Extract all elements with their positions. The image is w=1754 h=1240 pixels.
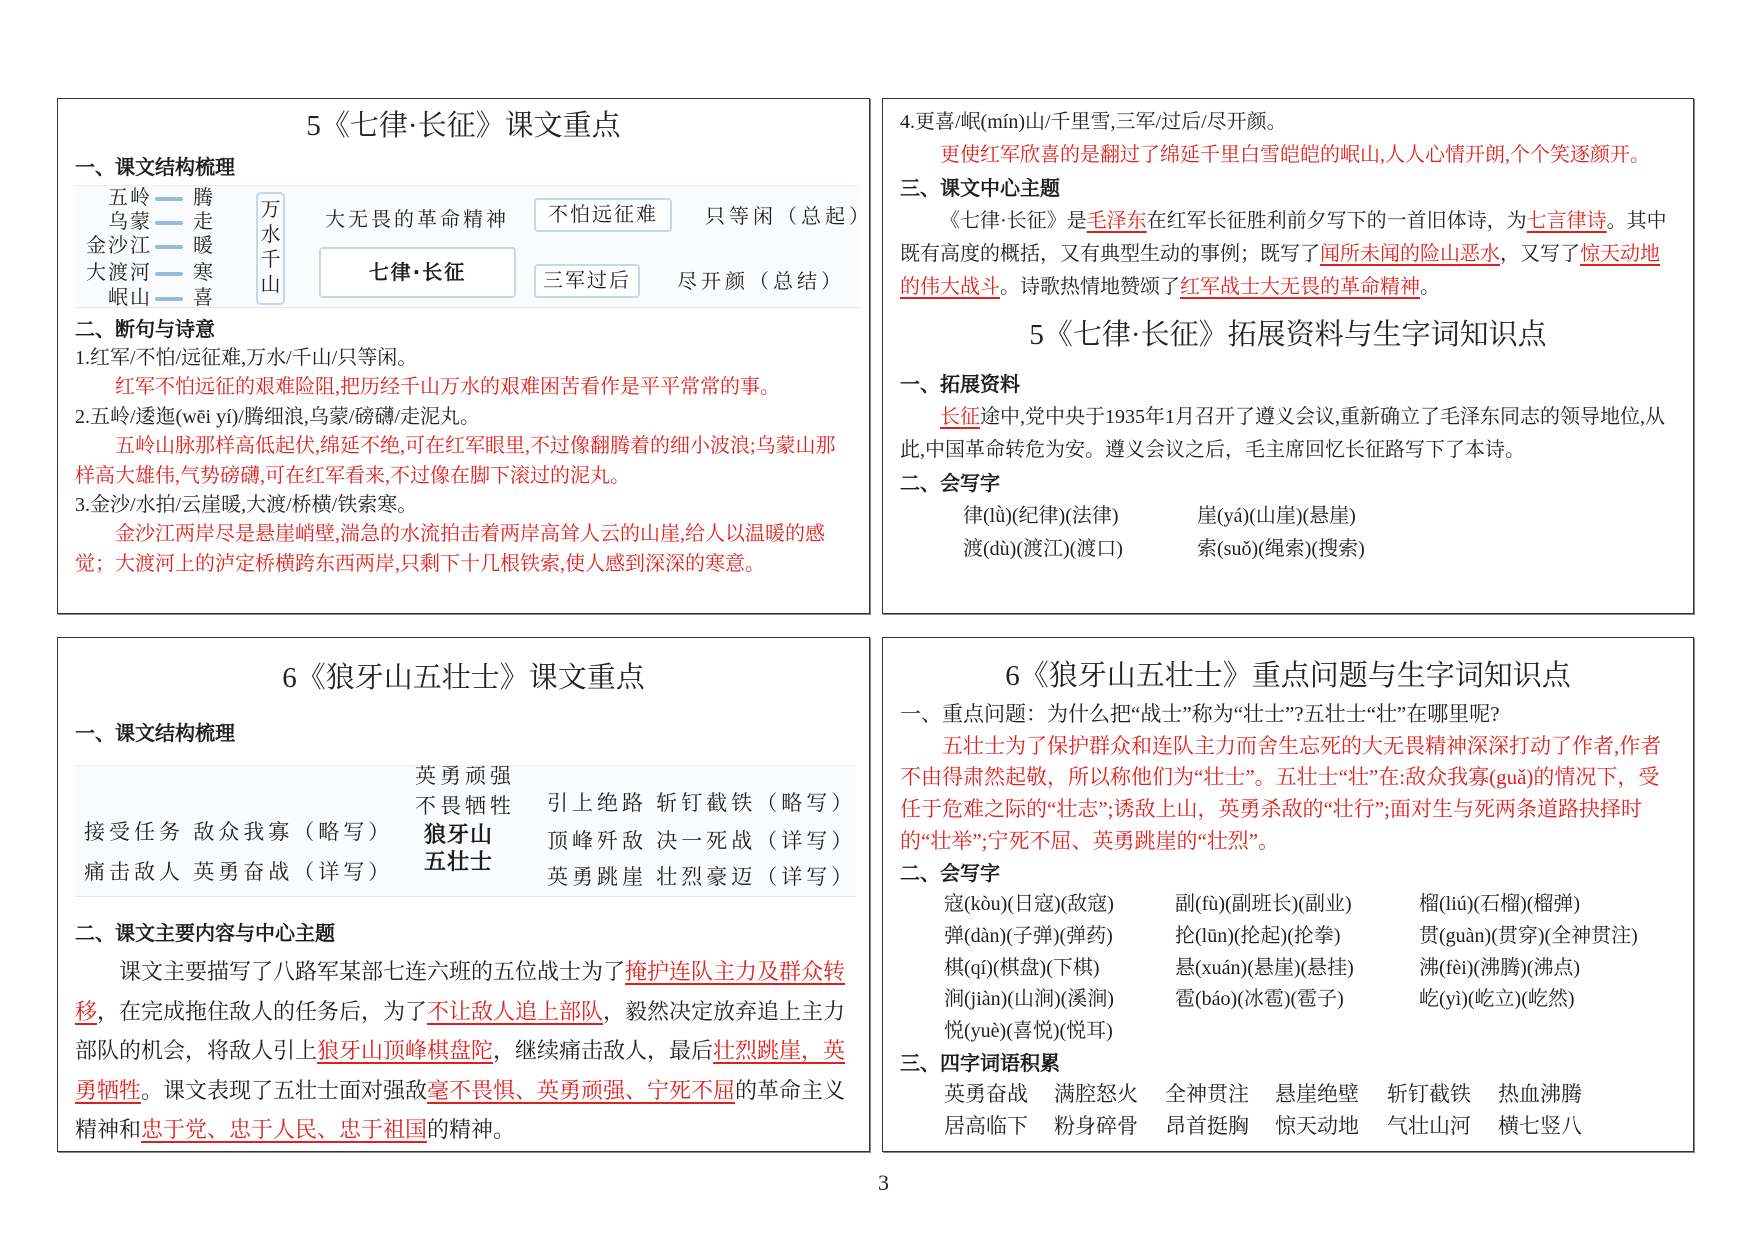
text: ，继续痛击敌人，最后 [493,1038,714,1064]
panel-title: 6《狼牙山五壮士》重点问题与生字词知识点 [1005,660,1571,692]
lesson6-questions-vocab-panel [882,637,1694,1152]
diagram-place: 大渡河 [86,262,152,284]
section-heading: 三、四字词语积累 [900,1050,1060,1075]
idiom: 惊天动地 [1275,1114,1359,1139]
idiom: 英勇奋战 [944,1082,1028,1107]
vocab-item: 律(lǜ)(纪律)(法律) [963,505,1119,527]
vertical-char: 千 [260,249,281,271]
section-heading: 一、课文结构梳理 [75,721,235,745]
diagram-note-1: 只等闲（总起） [705,206,873,228]
section-heading: 三、课文中心主题 [900,176,1060,200]
diagram-center-box: 七律·长征 [319,247,516,298]
diagram-item: 英勇跳崖 壮烈豪迈（详写） [547,865,857,889]
connector-line [155,245,183,249]
connector-line [155,221,183,225]
text: 。 [1420,276,1440,298]
text: 。其中既有高度的概括，又有典型生动的事例；既写了 [900,210,1667,265]
poem-line: 1.红军/不怕/远征难,万水/千山/只等闲。 [75,347,418,369]
diagram-item: 英勇顽强 [415,764,515,788]
idiom: 气壮山河 [1387,1114,1471,1139]
section-heading: 二、会写字 [900,860,1000,885]
diagram-place: 五岭 [108,187,152,209]
diagram-spirit: 大无畏的革命精神 [325,209,509,231]
vocab-item: 屹(yì)(屹立)(屹然) [1419,988,1575,1011]
connector-line [155,272,183,276]
idiom: 居高临下 [944,1114,1028,1139]
vocab-item: 雹(báo)(冰雹)(雹子) [1175,988,1344,1011]
connector-line [155,297,183,301]
vocab-item: 索(suǒ)(绳索)(搜索) [1197,538,1365,560]
vocab-item: 涧(jiàn)(山涧)(溪涧) [944,988,1114,1011]
key-phrase: 狼牙山顶峰棋盘陀 [317,1038,494,1064]
key-phrase: 七言律诗 [1526,210,1607,232]
key-phrase: 红军战士大无畏的革命精神 [1180,276,1420,298]
key-phrase: 闻所未闻的险山恶水 [1320,243,1500,265]
main-content-paragraph [75,952,852,1150]
vocab-item: 榴(liú)(石榴)(榴弹) [1419,893,1581,916]
diagram-verb: 腾 [193,187,213,209]
idiom: 昂首挺胸 [1165,1114,1249,1139]
theme-paragraph [900,205,1676,304]
key-answer: 五壮士为了保护群众和连队主力而舍生忘死的大无畏精神深深打动了作者,作者不由得肃然起敬，所以称他们为“壮士”。五壮士“壮”在:敌众我寡(guǎ)的情况下，受任于危难之际的“壮志”;诱敌上山，英勇杀敌的“壮行”;面对生与死两条道路抉择时的“壮举”;宁死不屈、英勇跳崖的“壮烈”。 [900,733,1662,853]
vocab-item: 弹(dàn)(子弹)(弹药) [944,924,1113,947]
key-phrase: 长征 [940,406,980,428]
vocab-item: 抡(lūn)(抡起)(抡拳) [1175,924,1341,947]
structure-diagram [75,765,856,897]
idiom: 满腔怒火 [1054,1082,1138,1107]
diagram-item: 顶峰歼敌 决一死战（详写） [547,829,857,853]
diagram-center: 五壮士 [424,850,494,875]
section-heading: 二、会写字 [900,471,1000,495]
text: 在红军长征胜利前夕写下的一首旧体诗，为 [1146,210,1527,232]
text: 课文主要描写了八路军某部七连六班的五位战士为了 [119,959,626,984]
vocab-item: 副(fù)(副班长)(副业) [1175,893,1352,916]
key-phrase: 毫不畏惧、英勇顽强、宁死不屈 [427,1077,736,1103]
lesson5-extension-panel [882,98,1694,614]
vocab-item: 悬(xuán)(悬崖)(悬挂) [1175,956,1354,979]
key-phrase: 惊天动地的伟大战斗 [900,243,1660,298]
vocab-item: 棋(qí)(棋盘)(下棋) [944,956,1100,979]
section-heading: 一、课文结构梳理 [75,155,235,179]
vocab-grid [900,500,1676,566]
vertical-char: 万 [260,199,281,221]
diagram-item: 接受任务 敌众我寡（略写） [84,820,394,844]
idiom: 热血沸腾 [1498,1082,1582,1107]
text: 的革命主义精神和 [75,1077,846,1143]
poem-line: 2.五岭/逶迤(wēi yí)/腾细浪,乌蒙/磅礴/走泥丸。 [75,405,480,428]
poem-line: 4.更喜/岷(mín)山/千里雪,三军/过后/尽开颜。 [900,111,1287,133]
structure-diagram [75,185,873,309]
key-phrase: 掩护连队主力及群众转移 [75,959,846,1024]
diagram-item: 不畏牺牲 [415,794,515,818]
text: ，毅然决定放弃追上主力部队的机会，将敌人引上 [75,998,846,1064]
key-phrase: 不让敌人追上部队 [427,998,604,1024]
key-phrase: 壮烈跳崖，英勇牺牲 [75,1038,846,1103]
poem-translation: 更使红军欣喜的是翻过了绵延千里白雪皑皑的岷山,人人心情开朗,个个笑逐颜开。 [940,144,1650,166]
idiom-grid [900,1079,1676,1142]
diagram-verb: 暖 [193,235,213,257]
poem-translation: 红军不怕远征的艰难险阻,把历经千山万水的艰难困苦看作是平平常常的事。 [115,376,780,399]
poem-translation: 金沙江两岸尽是悬崖峭壁,湍急的水流拍击着两岸高耸人云的山崖,给人以温暖的感觉；大渡河上的泸定桥横跨东西两岸,只剩下十几根铁索,使人感到深深的寒意。 [75,523,825,575]
diagram-verb: 走 [193,211,213,233]
vertical-char: 水 [260,224,281,246]
text: 的精神。 [427,1117,516,1143]
lesson6-key-points-panel [57,637,870,1152]
vocab-item: 寇(kòu)(日寇)(敌寇) [944,893,1114,916]
idiom: 斩钉截铁 [1387,1082,1471,1107]
text: 。诗歌热情地赞颂了 [1000,276,1180,298]
diagram-center: 狼牙山 [424,823,494,848]
panel-title: 6《狼牙山五壮士》课文重点 [282,662,645,694]
diagram-place: 岷山 [108,287,152,309]
idiom: 悬崖绝壁 [1275,1082,1359,1107]
poem-translation: 五岭山脉那样高低起伏,绵延不绝,可在红军眼里,不过像翻腾着的细小波浪;乌蒙山那样高大雄伟,气势磅礴,可在红军看来,不过像在脚下滚过的泥丸。 [75,435,836,487]
vocab-item: 崖(yá)(山崖)(悬崖) [1197,505,1356,527]
text: 。课文表现了五壮士面对强敌 [141,1077,428,1103]
vocab-item: 贯(guàn)(贯穿)(全神贯注) [1419,924,1638,947]
key-phrase: 毛泽东 [1086,210,1147,232]
diagram-place: 乌蒙 [108,211,152,233]
lesson5-key-points-panel [57,98,873,614]
diagram-item: 痛击敌人 英勇奋战（详写） [84,860,394,884]
diagram-box-2: 三军过后 [534,264,640,298]
poem-line: 3.金沙/水拍/云崖暖,大渡/桥横/铁索寒。 [75,494,418,517]
extension-paragraph [900,401,1676,467]
idiom: 横七竖八 [1498,1114,1582,1139]
diagram-item: 引上绝路 斩钉截铁（略写） [547,791,857,815]
vocab-item: 渡(dù)(渡江)(渡口) [963,538,1123,560]
text: ，又写了 [1500,243,1580,265]
vocab-item: 沸(fèi)(沸腾)(沸点) [1419,956,1581,979]
diagram-note-2: 尽开颜（总结） [677,271,845,293]
vertical-char: 山 [260,274,281,296]
idiom: 全神贯注 [1165,1082,1249,1107]
diagram-place: 金沙江 [86,235,152,257]
idiom: 粉身碎骨 [1054,1114,1138,1139]
text: ，在完成拖住敌人的任务后，为了 [97,998,428,1024]
vocab-item: 悦(yuè)(喜悦)(悦耳) [944,1020,1113,1043]
panel-title: 5《七律·长征》课文重点 [306,110,621,142]
section-heading: 一、拓展资料 [900,372,1020,396]
section-heading: 二、断句与诗意 [75,317,215,341]
panel-title: 5《七律·长征》拓展资料与生字词知识点 [1029,319,1547,351]
text: 途中,党中央于1935年1月召开了遵义会议,重新确立了毛泽东同志的领导地位,从此,中国革命转危为安。遵义会议之后，毛主席回忆长征路写下了本诗。 [900,406,1665,461]
vocab-grid [900,889,1676,1048]
diagram-box-1: 不怕远征难 [534,198,672,232]
diagram-verb: 寒 [193,262,213,284]
vertical-box [256,192,285,305]
section-heading: 二、课文主要内容与中心主题 [75,921,335,945]
diagram-verb: 喜 [193,287,213,309]
key-question: 一、重点问题：为什么把“战士”称为“壮士”?五壮士“壮”在哪里呢? [900,702,1500,726]
page-number: 3 [878,1170,889,1195]
key-phrase: 忠于党、忠于人民、忠于祖国 [141,1117,428,1143]
text: 《七律·长征》是 [940,210,1087,232]
connector-line [155,197,183,201]
